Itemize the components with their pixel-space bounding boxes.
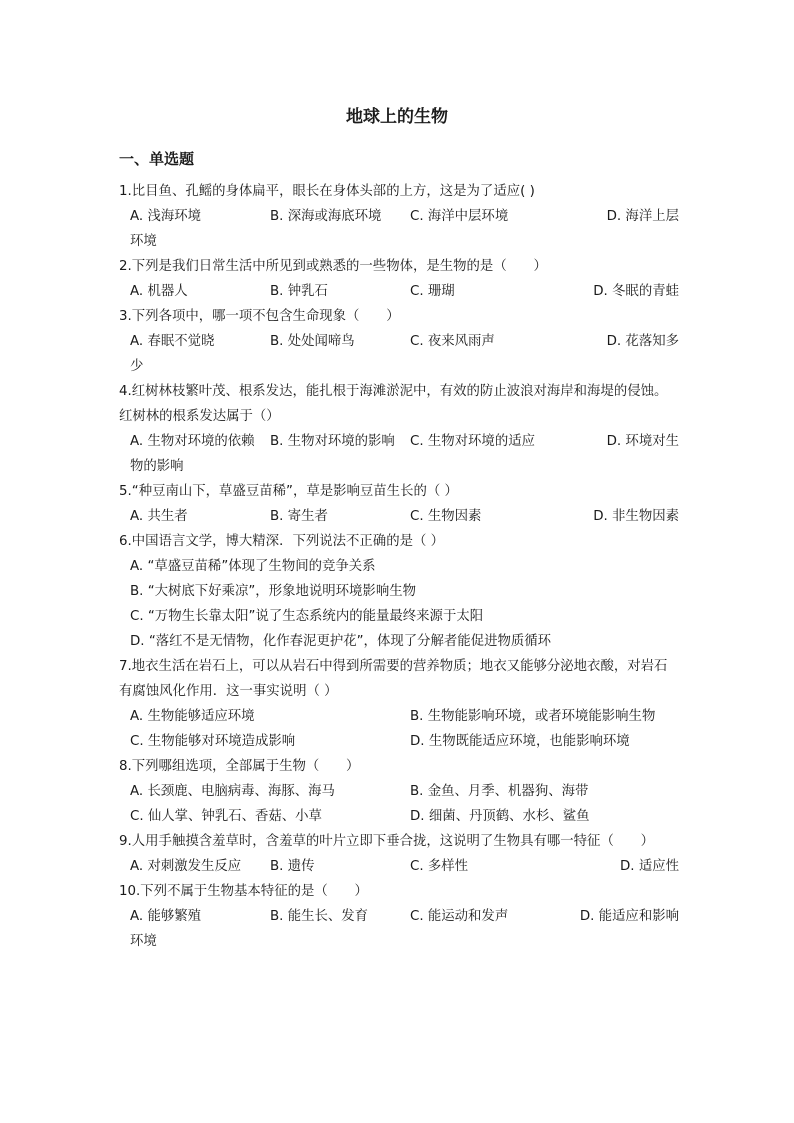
question-10 (119, 879, 679, 954)
question-stem: 2.下列是我们日常生活中所见到或熟悉的一些物体，是生物的是（ ） (119, 259, 547, 274)
option-a: A. 能够繁殖 (130, 909, 201, 924)
option-b: B. “大树底下好乘凉”，形象地说明环境影响生物 (130, 584, 416, 599)
option-a: A. 生物对环境的依赖 (130, 434, 255, 449)
option-d: D. 非生物因素 (593, 509, 679, 524)
option-a: A. 对刺激发生反应 (130, 859, 242, 874)
option-a: A. 长颈鹿、电脑病毒、海豚、海马 (130, 784, 335, 799)
options-grid (119, 779, 679, 829)
option-a: A. “草盛豆苗稀”体现了生物间的竞争关系 (130, 559, 376, 574)
option-b: B. 寄生者 (270, 509, 328, 524)
question-stem: 9.人用手触摸含羞草时，含羞草的叶片立即下垂合拢，这说明了生物具有哪一特征（ ） (119, 834, 655, 849)
options-row (119, 854, 679, 879)
option-c: C. 生物因素 (410, 509, 482, 524)
page-title: 地球上的生物 (346, 107, 448, 127)
option-b: B. 能生长、发育 (270, 909, 369, 924)
question-9 (119, 829, 679, 879)
question-3 (119, 304, 679, 379)
option-a: A. 共生者 (130, 509, 188, 524)
option-d: D. 生物既能适应环境，也能影响环境 (410, 734, 630, 749)
option-d: D. “落红不是无情物，化作春泥更护花”，体现了分解者能促进物质循环 (130, 634, 552, 649)
option-d: D. 环境对生 (606, 434, 679, 449)
option-d: D. 细菌、丹顶鹤、水杉、鲨鱼 (410, 809, 590, 824)
options-row (119, 329, 679, 354)
question-5 (119, 479, 679, 529)
option-d: D. 适应性 (620, 859, 679, 874)
question-stem: 1.比目鱼、孔鳐的身体扁平，眼长在身体头部的上方，这是为了适应( ) (119, 184, 535, 199)
option-a: A. 生物能够适应环境 (130, 709, 255, 724)
option-b: B. 处处闻啼鸟 (270, 334, 355, 349)
option-d-continuation: 环境 (130, 934, 157, 949)
options-grid (119, 704, 679, 754)
question-2 (119, 254, 679, 304)
option-c: C. 多样性 (410, 859, 469, 874)
option-b: B. 遗传 (270, 859, 315, 874)
option-a: A. 春眠不觉晓 (130, 334, 215, 349)
option-d-continuation: 环境 (130, 234, 157, 249)
option-b: B. 深海或海底环境 (270, 209, 382, 224)
question-7 (119, 654, 679, 754)
section-title: 一、单选题 (119, 150, 195, 168)
option-c: C. 生物对环境的适应 (410, 434, 535, 449)
question-stem: 10.下列不属于生物基本特征的是（ ） (119, 884, 368, 899)
question-stem: 3.下列各项中，哪一项不包含生命现象（ ） (119, 309, 400, 324)
option-b: B. 生物能影响环境，或者环境能影响生物 (410, 709, 656, 724)
option-c: C. 珊瑚 (410, 284, 455, 299)
question-stem: 7.地衣生活在岩石上，可以从岩石中得到所需要的营养物质；地衣又能够分泌地衣酸，对岩石有腐蚀风化作用．这一事实说明（ ） (119, 659, 668, 699)
question-list (119, 179, 679, 954)
options-row (119, 504, 679, 529)
question-4 (119, 379, 679, 479)
options-row (119, 429, 679, 454)
option-b: B. 生物对环境的影响 (270, 434, 395, 449)
option-d: D. 海洋上层 (606, 209, 679, 224)
option-d-continuation: 物的影响 (130, 459, 184, 474)
option-b: B. 钟乳石 (270, 284, 328, 299)
option-b: B. 金鱼、月季、机器狗、海带 (410, 784, 589, 799)
option-d: D. 能适应和影响 (579, 909, 679, 924)
question-stem: 5.“种豆南山下，草盛豆苗稀”，草是影响豆苗生长的（ ） (119, 484, 458, 499)
option-d-continuation: 少 (130, 359, 144, 374)
option-d: D. 冬眠的青蛙 (593, 284, 679, 299)
question-6 (119, 529, 679, 654)
question-stem: 6.中国语言文学，博大精深．下列说法不正确的是（ ） (119, 534, 445, 549)
option-c: C. 生物能够对环境造成影响 (130, 734, 296, 749)
options-row (119, 904, 679, 929)
option-a: A. 机器人 (130, 284, 188, 299)
options-row (119, 204, 679, 229)
option-a: A. 浅海环境 (130, 209, 201, 224)
option-c: C. 仙人掌、钟乳石、香菇、小草 (130, 809, 322, 824)
question-stem: 4.红树林枝繁叶茂、根系发达，能扎根于海滩淤泥中，有效的防止波浪对海岸和海堤的侵蚀。红树林的根系发达属于（） (119, 384, 668, 424)
options-column (119, 554, 679, 654)
option-d: D. 花落知多 (606, 334, 679, 349)
option-c: C. 能运动和发声 (410, 909, 509, 924)
option-c: C. 夜来风雨声 (410, 334, 495, 349)
option-c: C. 海洋中层环境 (410, 209, 509, 224)
question-stem: 8.下列哪组选项，全部属于生物（ ） (119, 759, 360, 774)
options-row (119, 279, 679, 304)
option-c: C. “万物生长靠太阳”说了生态系统内的能量最终来源于太阳 (130, 609, 484, 624)
question-8 (119, 754, 679, 829)
question-1 (119, 179, 679, 254)
